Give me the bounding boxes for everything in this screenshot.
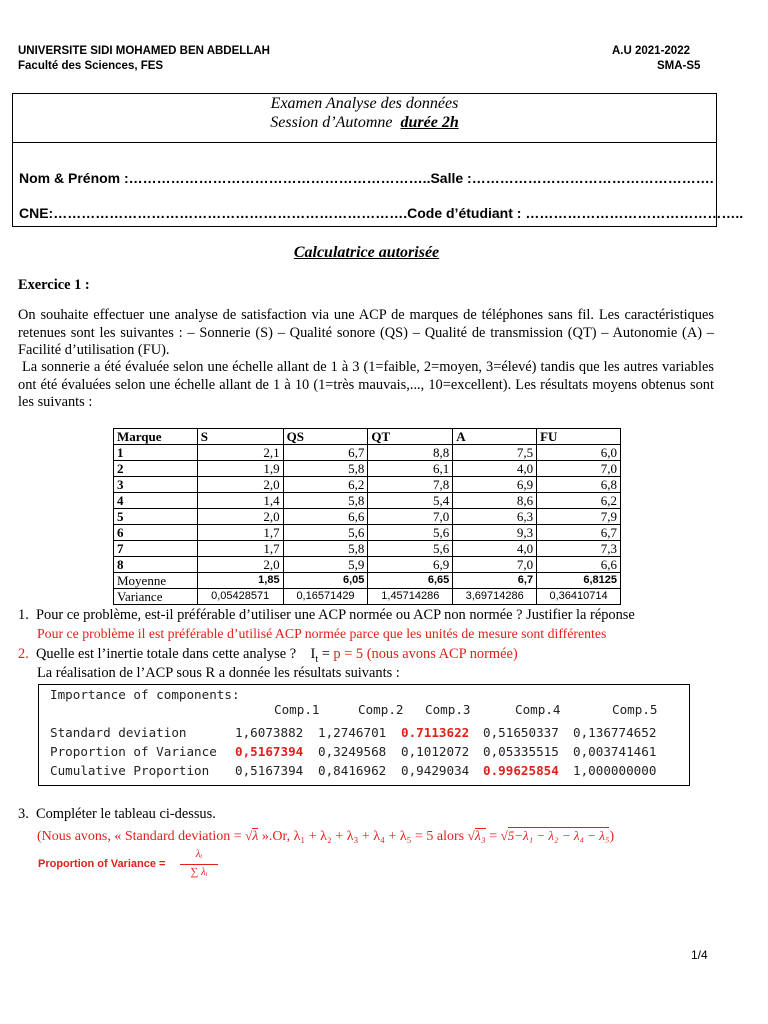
table-cell: 6,7 [283,445,368,461]
brand-cell: 2 [114,461,198,477]
table-cell: 2,0 [197,509,283,525]
table-cell: 5,8 [283,493,368,509]
variance-cell: 0,36410714 [537,589,621,605]
table-cell: 7,8 [368,477,453,493]
brand-cell: 1 [114,445,198,461]
r-value: 0,5167394 [235,763,304,778]
table-row [114,477,621,493]
ratings-table [113,428,621,605]
table-cell: 1,4 [197,493,283,509]
table-cell: 6,3 [453,509,537,525]
brand-cell: 3 [114,477,198,493]
answer-3-part: (Nous avons, « Standard deviation = [37,829,246,844]
r-value: 1,6073882 [235,725,304,740]
table-cell: 6,1 [368,461,453,477]
mean-label: Moyenne [114,573,198,589]
table-row [114,557,621,573]
table-cell: 7,0 [368,509,453,525]
r-value: 0,3249568 [318,744,387,759]
r-value: 0,003741461 [573,744,657,759]
r-col-header: Comp.5 [612,702,658,717]
r-value-highlight: 0,5167394 [235,744,304,759]
question-1 [18,607,635,624]
variance-cell: 3,69714286 [453,589,537,605]
exercise-scales: La sonnerie a été évaluée selon une échelle allant de 1 à 3 (1=faible, 2=moyen, 3=élevé) tandis que les autres variables ont été évaluées selon une échelle allant de 1 à 10 (1=très mauvais,..., 10=excellent). Les résultats moyens obtenus sont les suivants : [18,359,714,410]
table-row [114,541,621,557]
name-room-field[interactable]: Nom & Prénom :………………………………………………………..Salle :……………………………………………. [19,170,714,186]
table-cell: 5,8 [283,541,368,557]
r-value: 0,51650337 [483,725,559,740]
table-cell: 6,8 [537,477,621,493]
proportion-variance-label: Proportion of Variance = [38,858,166,870]
brand-cell: 4 [114,493,198,509]
table-row [114,445,621,461]
lambda3-symbol: λ₃ [474,829,486,844]
cne-student-code-field[interactable]: CNE:………………………………………………………………….Code d’étudiant : ……………………………………….. [19,205,744,221]
question-text: Pour ce problème, est-il préférable d’utiliser une ACP normée ou ACP non normée ? Justifier la réponse [36,607,635,623]
faculty-name: Faculté des Sciences, FES [18,60,164,72]
table-cell: 6,0 [537,445,621,461]
r-value: 1,2746701 [318,725,387,740]
brand-cell: 6 [114,525,198,541]
r-value: 1,000000000 [573,763,657,778]
sqrt-expression: 5−λ₁ − λ₂ − λ₄ − λ₅ [507,828,610,843]
r-value: 0,05335515 [483,744,559,759]
header-cell: A [453,429,537,445]
lambda-symbol: λ [252,829,259,844]
calculator-note: Calculatrice autorisée [293,244,440,261]
fraction-bar [180,864,218,865]
table-cell: 6,9 [453,477,537,493]
table-cell: 1,7 [197,541,283,557]
table-cell: 7,0 [453,557,537,573]
r-value: 0,8416962 [318,763,387,778]
table-cell: 6,2 [283,477,368,493]
answer-3: (Nous avons, « Standard deviation = √λ ».Or, λ₁ + λ₂ + λ₃ + λ₄ + λ₅ = 5 alors √λ₃ = √5−λ₁ − λ₂ − λ₄ − λ₅) [37,828,615,844]
table-cell: 2,0 [197,477,283,493]
table-cell: 1,9 [197,461,283,477]
question-number: 2. [18,646,29,662]
session-label: Session d’Automne [270,114,393,131]
header-cell: QS [283,429,368,445]
header-cell: Marque [114,429,198,445]
question-3 [18,806,216,823]
table-cell: 5,6 [368,541,453,557]
mean-cell: 6,65 [368,573,453,589]
question-number: 1. [18,607,29,623]
question-text: Quelle est l’inertie totale dans cette analyse ? [36,646,297,662]
r-value: 0,136774652 [573,725,657,740]
variance-cell: 0,05428571 [197,589,283,605]
mean-cell: 6,7 [453,573,537,589]
brand-cell: 7 [114,541,198,557]
mean-row [114,573,621,589]
fraction-denominator: ∑ λᵢ [190,866,208,878]
mean-cell: 1,85 [197,573,283,589]
table-cell: 7,3 [537,541,621,557]
r-output-title: Importance of components: [50,687,240,702]
table-row [114,461,621,477]
inertia-symbol: I [310,646,316,662]
header-cell: QT [368,429,453,445]
table-cell: 4,0 [453,461,537,477]
brand-cell: 5 [114,509,198,525]
r-col-header: Comp.2 [358,702,404,717]
table-cell: 6,2 [537,493,621,509]
brand-cell: 8 [114,557,198,573]
exercise-intro: On souhaite effectuer une analyse de satisfaction via une ACP de marques de téléphones sans fil. Les caractéristiques retenues sont les suivantes : – Sonnerie (S) – Qualité sonore (QS) – Qualité de transmission (QT) – Autonomie (A) – Facilité d’utilisation (FU). [18,307,714,358]
inertia-subscript: t [315,653,319,665]
r-col-header: Comp.4 [515,702,561,717]
exam-duration: durée 2h [400,114,459,131]
answer-3-part: ) [609,829,615,844]
exam-title: Examen Analyse des données [270,95,459,112]
university-name: UNIVERSITE SIDI MOHAMED BEN ABDELLAH [18,45,270,57]
table-cell: 6,6 [283,509,368,525]
table-header-row [114,429,621,445]
r-intro-text: La réalisation de l’ACP sous R a donnée les résultats suivants : [37,665,400,681]
page-number: 1/4 [691,948,708,962]
variance-label: Variance [114,589,198,605]
variance-cell: 0,16571429 [283,589,368,605]
mean-cell: 6,8125 [537,573,621,589]
exam-info-box [12,93,744,227]
table-cell: 7,0 [537,461,621,477]
r-row-label: Standard deviation [50,725,187,740]
table-cell: 5,6 [283,525,368,541]
table-cell: 2,0 [197,557,283,573]
table-cell: 8,8 [368,445,453,461]
table-cell: 6,7 [537,525,621,541]
r-col-header: Comp.1 [274,702,320,717]
table-cell: 5,8 [283,461,368,477]
table-cell: 2,1 [197,445,283,461]
table-cell: 1,7 [197,525,283,541]
mean-cell: 6,05 [283,573,368,589]
variance-row [114,589,621,605]
answer-3-part: = [485,829,501,844]
table-cell: 5,9 [283,557,368,573]
r-value-highlight: 0.7113622 [401,725,470,740]
table-cell: 6,9 [368,557,453,573]
question-number: 3. [18,806,29,822]
table-row [114,509,621,525]
r-row-label: Cumulative Proportion [50,763,210,778]
table-cell: 7,9 [537,509,621,525]
header-cell: S [197,429,283,445]
table-cell: 9,3 [453,525,537,541]
r-col-header: Comp.3 [425,702,471,717]
table-cell: 7,5 [453,445,537,461]
equals-sign: = [318,646,334,662]
table-cell: 4,0 [453,541,537,557]
table-row [114,525,621,541]
variance-cell: 1,45714286 [368,589,453,605]
exam-session [13,114,716,132]
table-cell: 6,6 [537,557,621,573]
answer-1: Pour ce problème il est préférable d’utilisé ACP normée parce que les unités de mesure sont différentes [37,626,607,641]
r-row-label: Proportion of Variance [50,744,217,759]
table-cell: 5,6 [368,525,453,541]
fraction-numerator: λᵢ [195,848,203,860]
table-cell: 8,6 [453,493,537,509]
answer-2: p = 5 (nous avons ACP normée) [333,646,518,662]
table-cell: 5,4 [368,493,453,509]
answer-3-part: ».Or, λ₁ + λ₂ + λ₃ + λ₄ + λ₅ = 5 alors [258,829,468,844]
box-divider [13,142,716,143]
r-value: 0,1012072 [401,744,470,759]
table-row [114,493,621,509]
r-value-highlight: 0.99625854 [483,763,559,778]
r-output-box [38,684,690,786]
academic-year: A.U 2021-2022 [612,45,690,57]
program-code: SMA-S5 [657,60,701,72]
r-value: 0,9429034 [401,763,470,778]
exercise-title: Exercice 1 : [18,277,90,293]
header-cell: FU [537,429,621,445]
question-text: Compléter le tableau ci-dessus. [36,806,216,822]
question-2 [18,646,518,665]
